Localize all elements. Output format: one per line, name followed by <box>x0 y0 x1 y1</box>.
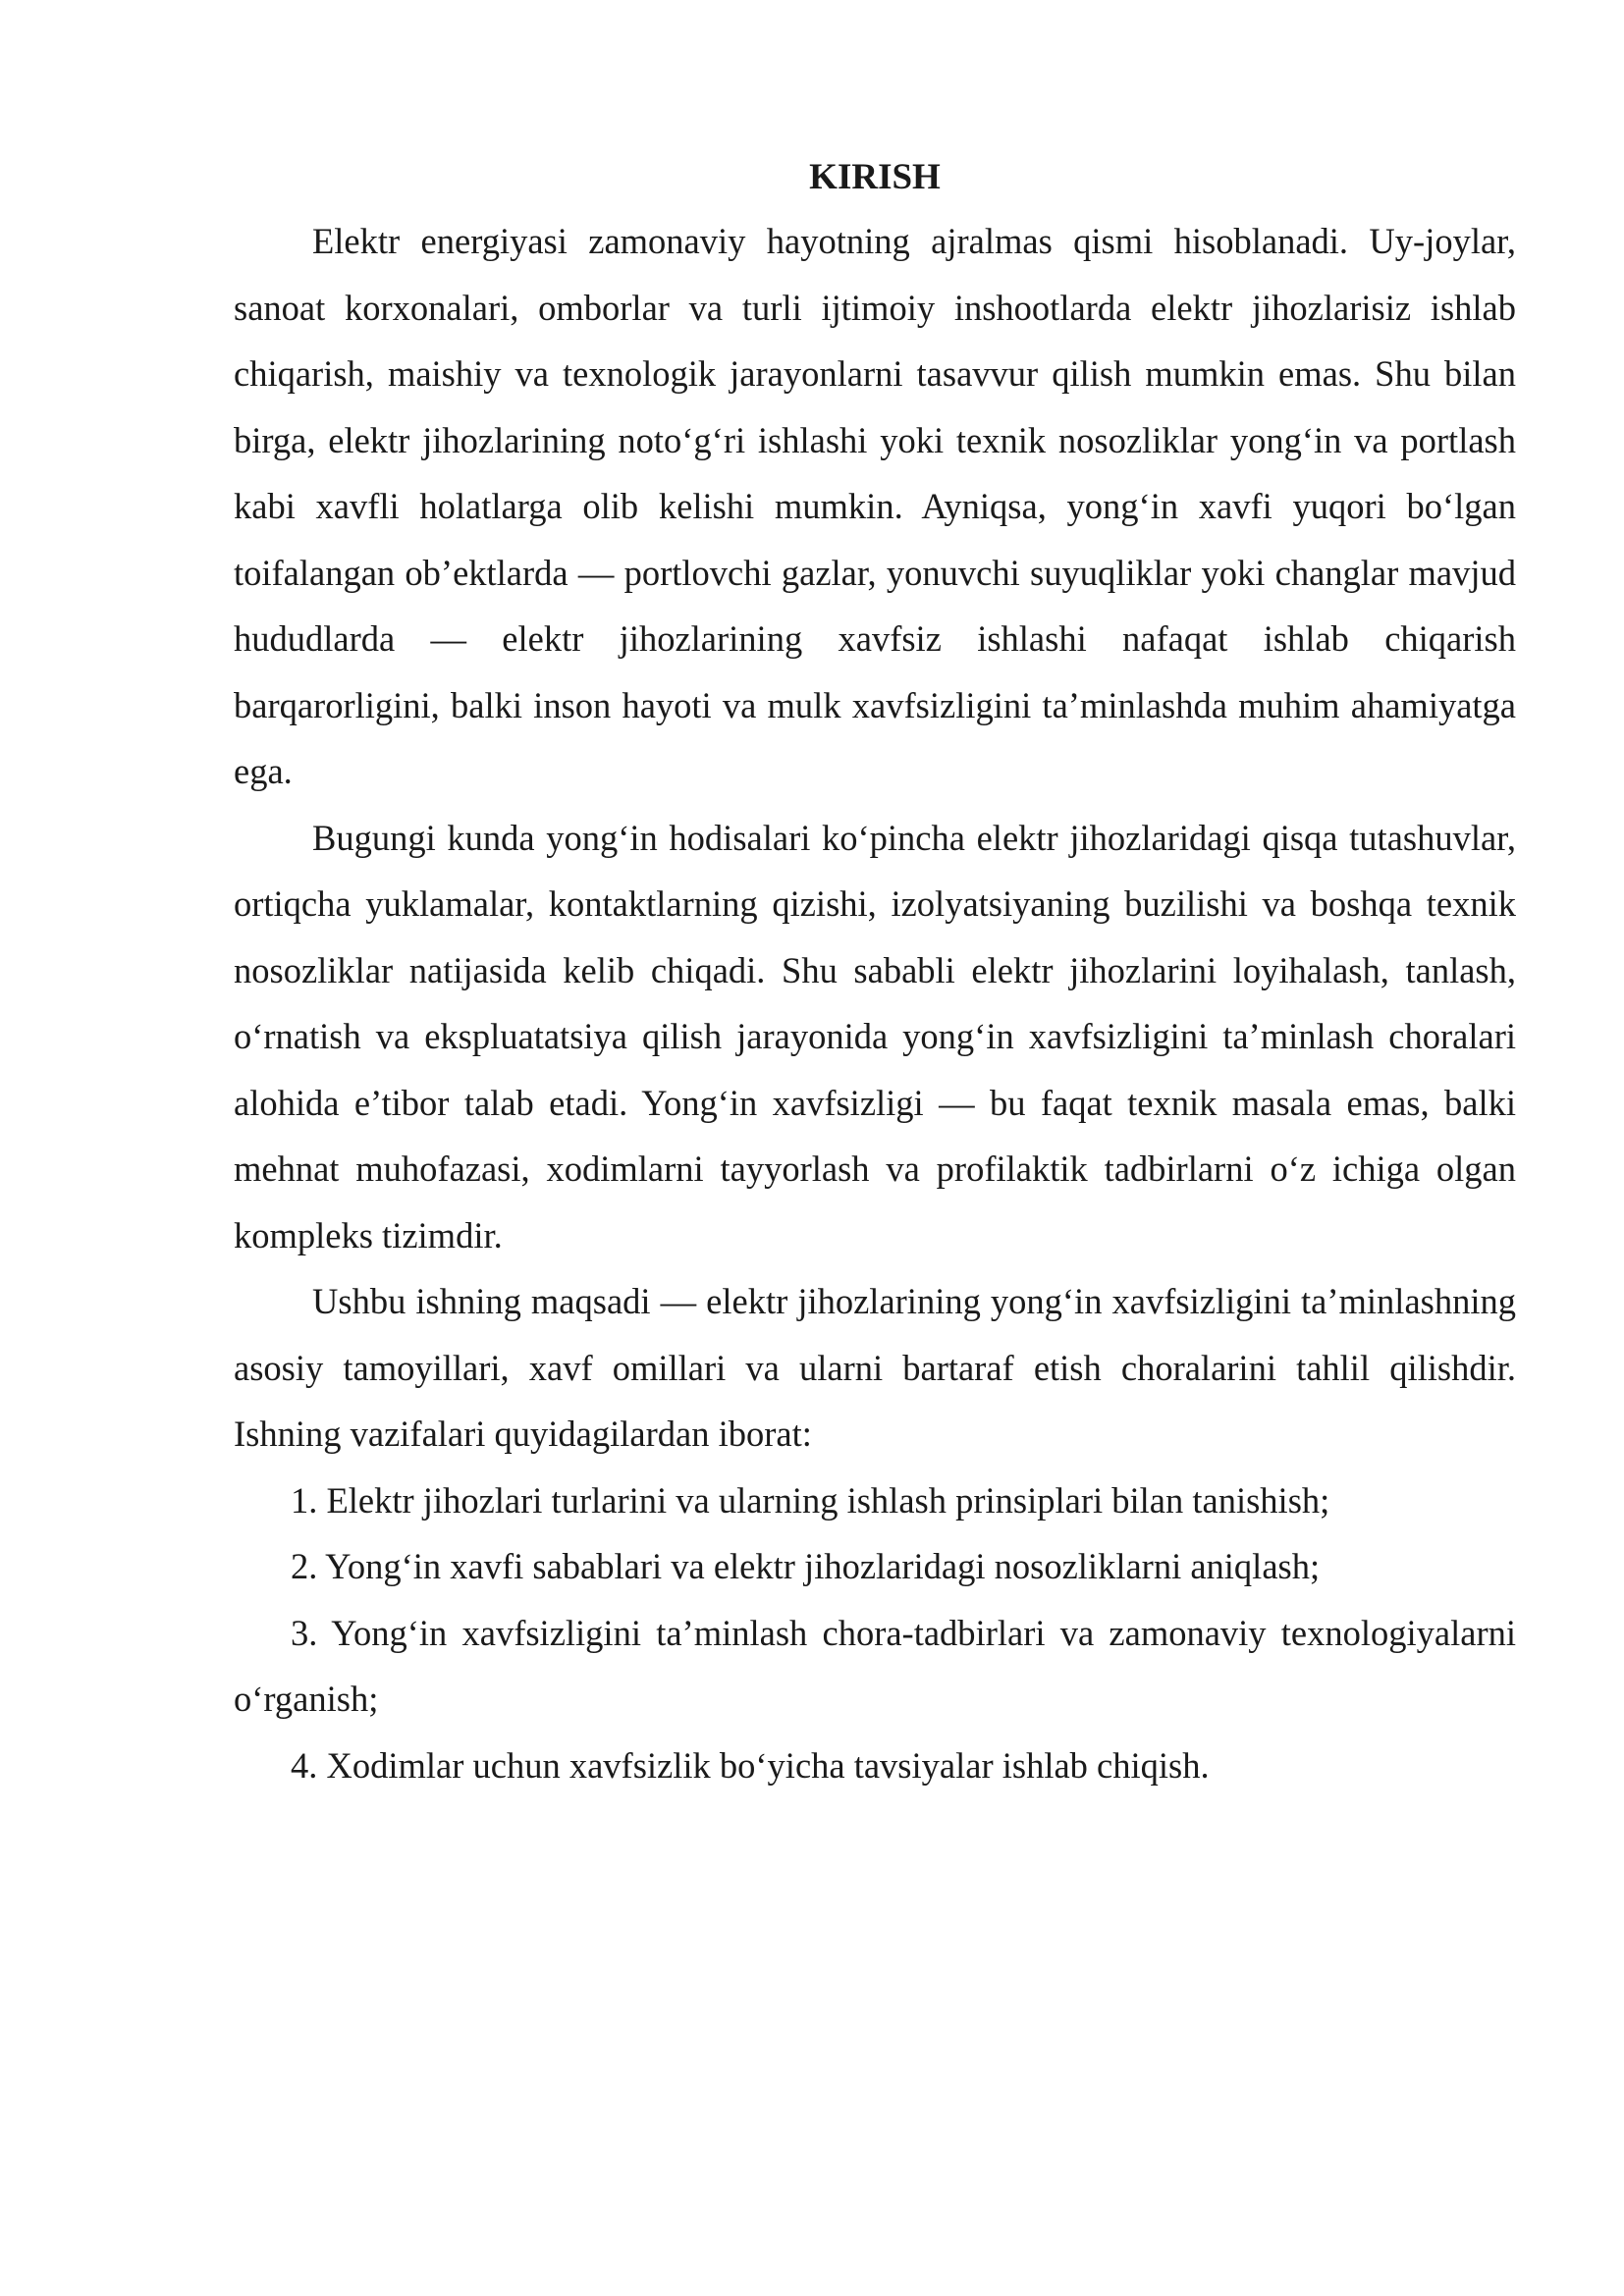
list-item: 1. Elektr jihozlari turlarini va ularning ishlash prinsiplari bilan tanishish; <box>291 1479 1330 1521</box>
paragraph-purpose: Ushbu ishning maqsadi — elektr jihozlarining yong‘in xavfsizligini ta’minlashning asosiy tamoyillari, xavf omillari va ularni bartaraf etish choralarini tahlil qilishdir. Ishning vazifalari quyidagilardan iborat: <box>234 1281 1516 1454</box>
paragraph-intro: Elektr energiyasi zamonaviy hayotning ajralmas qismi hisoblanadi. Uy-joylar, sanoat korxonalari, omborlar va turli ijtimoiy inshootlarda elektr jihozlarisiz ishlab chiqarish, maishiy va texnologik jarayonlarni tasavvur qilish mumkin emas. Shu bilan birga, elektr jihozlarining noto‘g‘ri ishlashi yoki texnik nosozliklar yong‘in va portlash kabi xavfli holatlarga olib kelishi mumkin. Ayniqsa, yong‘in xavfi yuqori bo‘lgan toifalangan ob’ektlarda — portlovchi gazlar, yonuvchi suyuqliklar yoki changlar mavjud hududlarda — elektr jihozlarining xavfsiz ishlashi nafaqat ishlab chiqarish barqarorligini, balki inson hayoti va mulk xavfsizligini ta’minlashda muhim ahamiyatga ega. <box>234 221 1516 791</box>
list-item: 3. Yong‘in xavfsizligini ta’minlash chora-tadbirlari va zamonaviy texnologiyalarni o‘rganish; <box>234 1612 1516 1719</box>
document-body <box>234 147 1516 1798</box>
paragraph-causes: Bugungi kunda yong‘in hodisalari ko‘pincha elektr jihozlaridagi qisqa tutashuvlar, ortiqcha yuklamalar, kontaktlarning qizishi, izolyatsiyaning buzilishi va boshqa texnik nosozliklar natijasida kelib chiqadi. Shu sababli elektr jihozlarini loyihalash, tanlash, o‘rnatish va ekspluatatsiya qilish jarayonida yong‘in xavfsizligini ta’minlash choralari alohida e’tibor talab etadi. Yong‘in xavfsizligi — bu faqat texnik masala emas, balki mehnat muhofazasi, xodimlarni tayyorlash va profilaktik tadbirlarni o‘z ichiga olgan kompleks tizimdir. <box>234 817 1516 1255</box>
task-list <box>234 1468 1516 1799</box>
page-title: KIRISH <box>809 157 941 197</box>
list-item: 2. Yong‘in xavfi sabablari va elektr jihozlaridagi nosozliklarni aniqlash; <box>291 1546 1321 1586</box>
list-item: 4. Xodimlar uchun xavfsizlik bo‘yicha tavsiyalar ishlab chiqish. <box>291 1744 1210 1786</box>
